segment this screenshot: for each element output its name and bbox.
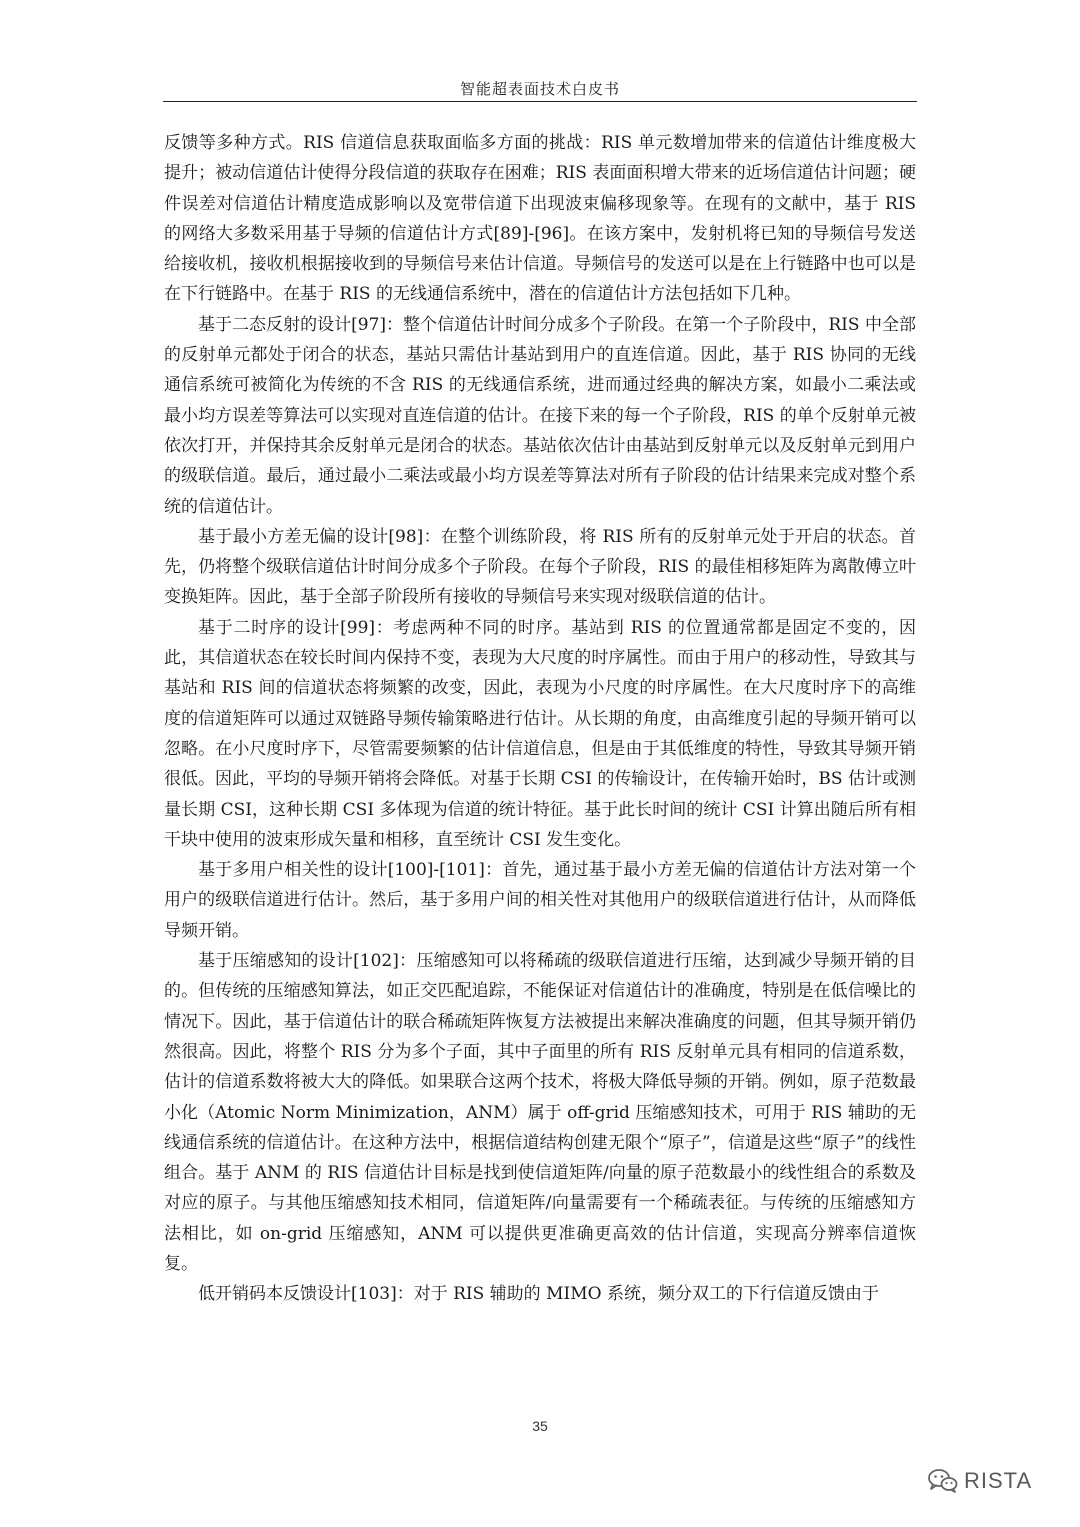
watermark-text: RISTA [964, 1468, 1033, 1493]
paragraph-mvu: 基于最小方差无偏的设计[98]：在整个训练阶段，将 RIS 所有的反射单元处于开启的状态。首先，仍将整个级联信道估计时间分成多个子阶段。在每个子阶段，RIS 的最佳相移矩阵为离散傅立叶变换矩阵。因此，基于全部子阶段所有接收的导频信号来实现对级联信道的估计。 [164, 526, 916, 608]
paragraph-multiuser-correlation: 基于多用户相关性的设计[100]-[101]：首先，通过基于最小方差无偏的信道估计方法对第一个用户的级联信道进行估计。然后，基于多用户间的相关性对其他用户的级联信道进行估计，从而降低导频开销。 [164, 860, 916, 941]
body-text [164, 128, 916, 1310]
page-number: 35 [532, 1418, 548, 1434]
paragraph-binary-reflection: 基于二态反射的设计[97]：整个信道估计时间分成多个子阶段。在第一个子阶段中，RIS 中全部的反射单元都处于闭合的状态，基站只需估计基站到用户的直连信道。因此，基于 RIS 协同的无线通信系统可被简化为传统的不含 RIS 的无线通信系统，进而通过经典的解决方案，如最小二乘法或最小均方误差等算法可以实现对直连信道的估计。在接下来的每一个子阶段，RIS 的单个反射单元被依次打开，并保持其余反射单元是闭合的状态。基站依次估计由基站到反射单元以及反射单元到用户的级联信道。最后，通过最小二乘法或最小均方误差等算法对所有子阶段的估计结果来完成对整个系统的信道估计。 [164, 314, 916, 517]
paragraph-compressed-sensing: 基于压缩感知的设计[102]：压缩感知可以将稀疏的级联信道进行压缩，达到减少导频开销的目的。但传统的压缩感知算法，如正交匹配追踪，不能保证对信道估计的准确度，特别是在低信噪比的情况下。因此，基于信道估计的联合稀疏矩阵恢复方法被提出来解决准确度的问题，但其导频开销仍然很高。因此，将整个 RIS 分为多个子面，其中子面里的所有 RIS 反射单元具有相同的信道系数，估计的信道系数将被大大的降低。如果联合这两个技术，将极大降低导频的开销。例如，原子范数最小化（Atomic Norm Minimization，ANM）属于 off-grid 压缩感知技术，可用于 RIS 辅助的无线通信系统的信道估计。在这种方法中，根据信道结构创建无限个“原子”，信道是这些“原子”的线性组合。基于 ANM 的 RIS 信道估计目标是找到使信道矩阵/向量的原子范数最小的线性组合的系数及对应的原子。与其他压缩感知技术相同，信道矩阵/向量需要有一个稀疏表征。与传统的压缩感知方法相比，如 on-grid 压缩感知，ANM 可以提供更准确更高效的估计信道，实现高分辨率信道恢复。 [164, 951, 916, 1274]
running-header: 智能超表面技术白皮书 [459, 80, 620, 98]
paragraph-codebook-feedback: 低开销码本反馈设计[103]：对于 RIS 辅助的 MIMO 系统，频分双工的下行信道反馈由于 [198, 1284, 879, 1305]
paragraph-continuation: 反馈等多种方式。RIS 信道信息获取面临多方面的挑战：RIS 单元数增加带来的信道估计维度极大提升；被动信道估计使得分段信道的获取存在困难；RIS 表面面积增大带来的近场信道估计问题；硬件误差对信道估计精度造成影响以及宽带信道下出现波束偏移现象等。在现有的文献中，基于 RIS 的网络大多数采用基于导频的信道估计方式[89]-[96]。在该方案中，发射机将已知的导频信号发送给接收机，接收机根据接收到的导频信号来估计信道。导频信号的发送可以是在上行链路中也可以是在下行链路中。在基于 RIS 的无线通信系统中，潜在的信道估计方法包括如下几种。 [164, 133, 916, 305]
wechat-icon [928, 1468, 958, 1494]
watermark [928, 1468, 1032, 1494]
header-rule [163, 101, 917, 102]
paragraph-two-timescale: 基于二时序的设计[99]：考虑两种不同的时序。基站到 RIS 的位置通常都是固定不变的，因此，其信道状态在较长时间内保持不变，表现为大尺度的时序属性。而由于用户的移动性，导致其与基站和 RIS 间的信道状态将频繁的改变，因此，表现为小尺度的时序属性。在大尺度时序下的高维度的信道矩阵可以通过双链路导频传输策略进行估计。从长期的角度，由高维度引起的导频开销可以忽略。在小尺度时序下，尽管需要频繁的估计信道信息，但是由于其低维度的特性，导致其导频开销很低。因此，平均的导频开销将会降低。对基于长期 CSI 的传输设计，在传输开始时，BS 估计或测量长期 CSI，这种长期 CSI 多体现为信道的统计特征。基于此长时间的统计 CSI 计算出随后所有相干块中使用的波束形成矢量和相移，直至统计 CSI 发生变化。 [164, 617, 916, 850]
